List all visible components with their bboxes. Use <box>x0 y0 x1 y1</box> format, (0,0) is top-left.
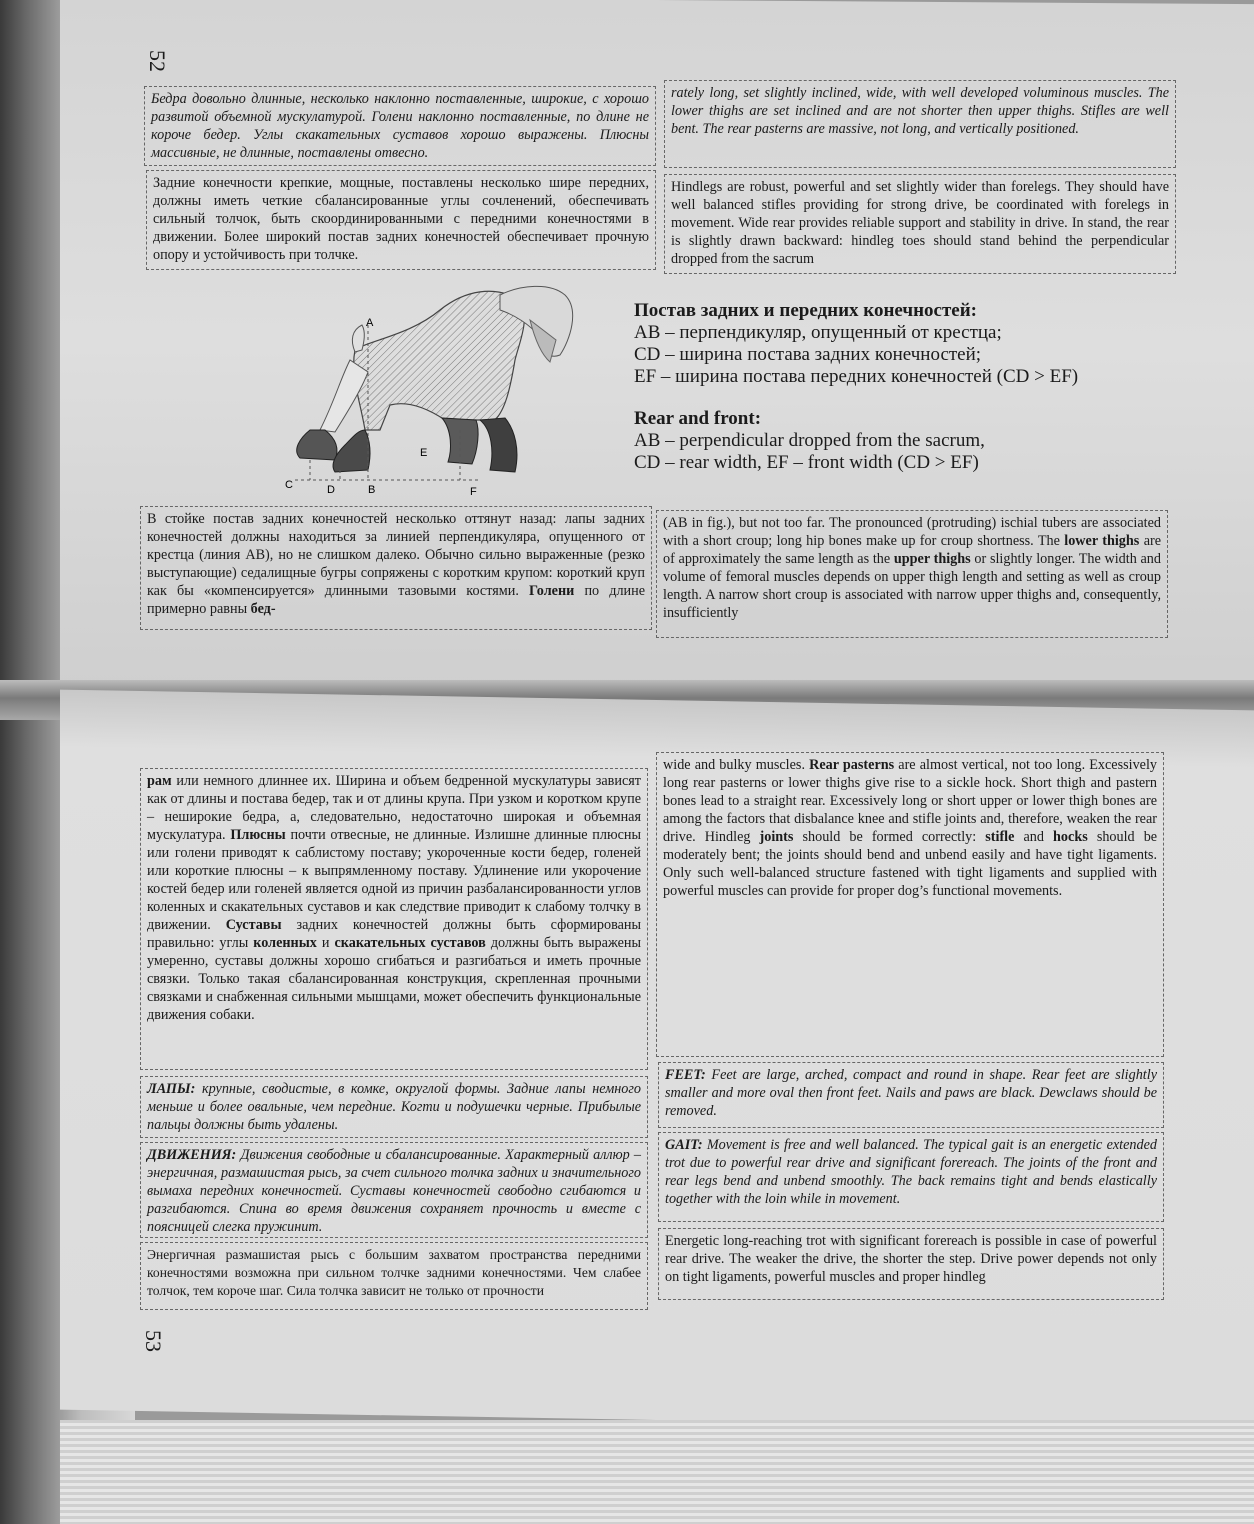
ru-hindleg-text: Задние конечности крепкие, мощные, поставлены несколько шире передних, должны иметь четкие сбалансированные углы сочленений, обеспечивать сильный толчок, быть скоординированными с передними конечностями в движении. Более широкий постав задних конечностей обеспечивает прочную опору и устойчивость при толчке. <box>146 170 656 270</box>
page-stack-edge <box>60 1420 1254 1524</box>
en-feet: FEET: Feet are large, arched, compact and round in shape. Rear feet are slightly smaller and more oval then front feet. Nails and paws are black. Dewclaws should be removed. <box>658 1062 1164 1128</box>
label-c: C <box>285 479 293 491</box>
page-number-top: 52 <box>145 50 170 72</box>
en-last-text: Energetic long-reaching trot with significant forereach is possible in case of powerful rear drive. The weaker the drive, the shorter the step. Drive power depends not only on tight ligaments, powerful muscles and proper hindleg <box>658 1228 1164 1300</box>
label-d: D <box>327 484 335 496</box>
figure-caption <box>634 300 1164 474</box>
label-f: F <box>470 486 477 498</box>
en-gait: GAIT: Movement is free and well balanced. The typical gait is an energetic extended trot due to powerful rear drive and significant forereach. The joints of the front and rear legs bend and unbend smoothly. The back remains tight and bends elastically together with the loin while in movement. <box>658 1132 1164 1222</box>
ru-joints-text: рам или немного длиннее их. Ширина и объем бедренной мускулатуры зависят как от длины и постава бедер, так и от длины крупа. При узком и коротком крупе – неширокие бедра, а, следовательно, недостаточно широкая и объемная мускулатура. Плюсны почти отвесные, не длинные. Излишне длинные плюсны или голени приводят к саблистому поставу; укороченные кости бедер, голеней или короткие плюсны – к выпрямленному поставу. Удлинение или укорочение костей бедер или голеней является одной из причин разбалансированности углов коленных и скакательных суставов и как следствие приводит к слабому толчку в движении. Суставы задних конечностей должны быть сформированы правильно: углы коленных и скакательных суставов должны быть выражены умеренно, суставы должны хорошо сгибаться и разгибаться и иметь прочные связки. Только такая сбалансированная конструкция, скрепленная прочными связками и снабженная сильными мышцами, может обеспечить функциональные движения собаки. <box>140 768 648 1070</box>
caption-en-title: Rear and front: <box>634 408 762 429</box>
caption-ru-line3: EF – ширина постава передних конечностей (CD > EF) <box>634 366 1079 387</box>
dog-illustration <box>280 280 610 500</box>
ru-stance-text: В стойке постав задних конечностей несколько оттянут назад: лапы задних конечностей должны находиться за линией перпендикуляра, опущенного от крестца (линия АВ), но не слишком далеко. Обычно сильно выраженные (резко выступающие) седалищные бугры сопряжены с коротким крупом: короткий круп как бы «компенсируется» длинными тазовыми костями. Голени по длине примерно равны бед- <box>140 506 652 630</box>
en-joints-text: wide and bulky muscles. Rear pasterns are almost vertical, not too long. Excessively long rear pasterns or lower thighs give rise to a sickle hock. Short thigh and pastern bones lead to a straight rear. Excessively long or short upper or lower thigh bones are among the factors that disbalance knee and stifle joints and, therefore, weaken the rear drive. Hindleg joints should be formed correctly: stifle and hocks should be moderately bent; the joints should bend and unbend easily and have tight ligaments. Only such well-balanced structure fastened with tight ligaments and supplied with powerful muscles can provide for proper dog’s functional movements. <box>656 752 1164 1057</box>
en-hindleg-text: Hindlegs are robust, powerful and set slightly wider than forelegs. They should have well balanced stifles providing for strong drive, be coordinated with forelegs in movement. Wide rear provides reliable support and stability in drive. In stand, the rear is slightly drawn backward: hindleg toes should stand behind the perpendicular dropped from the sacrum <box>664 174 1176 274</box>
label-a: A <box>366 317 374 329</box>
ru-last-text: Энергичная размашистая рысь с большим захватом пространства передними конечностями возможна при сильном толчке задними конечностями. Чем слабее толчок, тем короче шаг. Сила толчка зависит не только от прочности <box>140 1242 648 1310</box>
caption-ru-line2: CD – ширина постава задних конечностей; <box>634 344 982 365</box>
caption-en-line2: CD – rear width, EF – front width (CD > EF) <box>634 452 979 473</box>
en-hindleg-italic: rately long, set slightly inclined, wide, with well developed voluminous muscles. The lower thighs are set inclined and are not shorter then upper thighs. Stifles are well bent. The rear pasterns are massive, not long, and vertically positioned. <box>664 80 1176 168</box>
ru-feet: ЛАПЫ: крупные, сводистые, в комке, округлой формы. Задние лапы немного меньше и более овальные, чем передние. Когти и подушечки черные. Прибылые пальцы должны быть удалены. <box>140 1076 648 1138</box>
page-number-bottom: 53 <box>141 1330 166 1352</box>
label-b: B <box>368 484 376 496</box>
caption-ru-line1: AB – перпендикуляр, опущенный от крестца; <box>634 322 1002 343</box>
ru-gait: ДВИЖЕНИЯ: Движения свободные и сбалансированные. Характерный аллюр – энергичная, размашистая рысь, за счет сильного толчка задних и значительного вымаха передних конечностей. Суставы конечностей свободно сгибаются и разгибаются. Спина во время движения сохраняет прочность и вместе с поясницей слегка пружинит. <box>140 1142 648 1238</box>
dog-rear-figure <box>280 280 610 500</box>
caption-ru-title: Постав задних и передних конечностей: <box>634 300 978 321</box>
label-e: E <box>420 447 428 459</box>
en-stance-text: (AB in fig.), but not too far. The pronounced (protruding) ischial tubers are associated with a short croup; long hip bones make up for croup shortness. The lower thighs are of approximately the same length as the upper thighs or slightly longer. The width and volume of femoral muscles depends on upper thigh length and setting as well as croup length. A narrow short croup is associated with narrow upper thighs and, consequently, insufficiently <box>656 510 1168 638</box>
caption-en-line1: AB – perpendicular dropped from the sacrum, <box>634 430 985 451</box>
ru-hindleg-italic: Бедра довольно длинные, несколько наклонно поставленные, широкие, с хорошо развитой объемной мускулатурой. Голени наклонно поставленные, по длине не короче бедер. Углы скакательных суставов хорошо выражены. Плюсны массивные, не длинные, поставлены отвесно. <box>144 86 656 166</box>
